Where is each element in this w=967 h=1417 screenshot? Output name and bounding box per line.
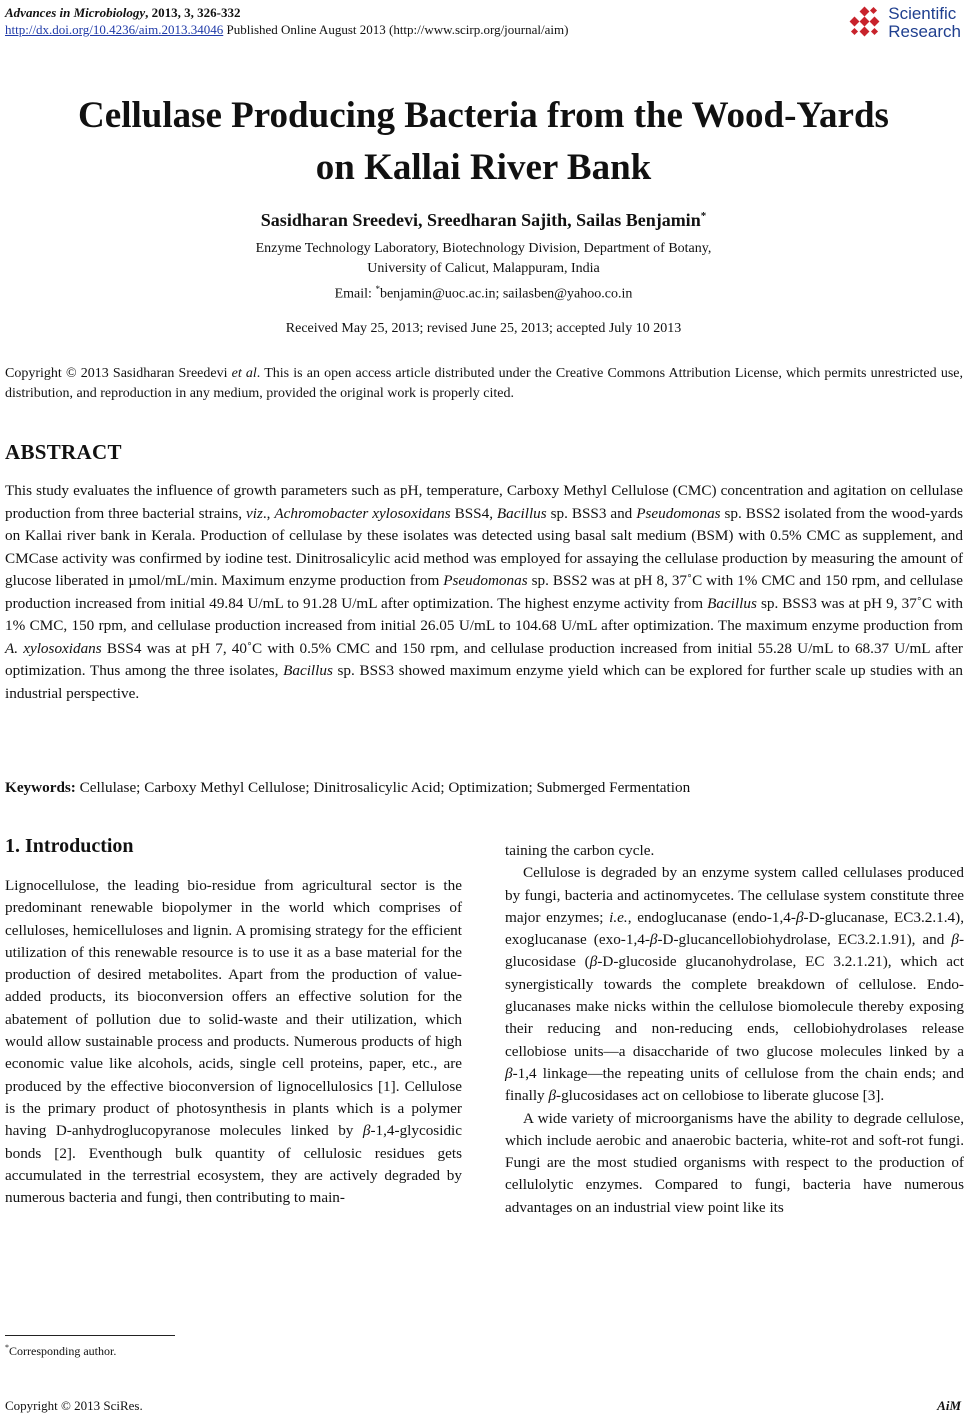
keywords [5, 779, 963, 797]
p2-e: -glucosidase ( [505, 931, 964, 971]
copyright-notice [5, 364, 963, 404]
abs-s8: Pseudomonas [636, 504, 721, 522]
abs-s14: A. xylosoxidans [5, 639, 102, 657]
email-mark: * [375, 284, 380, 294]
p2-a: Cellulose is degraded by an enzyme system called cellulases produced by fungi, bacteria and actinomycetes. The cellulase system constitute three major enzymes; [505, 864, 964, 926]
email-prefix: Email: [334, 286, 376, 302]
running-header [5, 4, 568, 38]
abs-s10: Pseudomonas [443, 572, 528, 589]
p2-beta4: β [589, 953, 598, 971]
footer-journal-abbrev: AiM [937, 1398, 961, 1413]
logo-line-2: Research [888, 22, 961, 41]
p2-g: -1,4 linkage—the repeating units of cellulose from the chain ends; and finally [505, 1064, 964, 1105]
abs-s5: BSS4, [450, 504, 497, 522]
author-names: Sasidharan Sreedevi, Sreedharan Sajith, Sailas Benjamin [260, 210, 701, 230]
copyright-post: . This is an open access article distributed under the Creative Commons Attribution License, which permits unrestricted use, distribution, and reproduction in any medium, provided the original work is properly cited. [5, 366, 963, 401]
keywords-text: Cellulase; Carboxy Methyl Cellulose; Dinitrosalicylic Acid; Optimization; Submerged Fermentation [75, 779, 691, 796]
doi-link[interactable]: http://dx.doi.org/10.4236/aim.2013.34046 [5, 22, 224, 37]
footnote [5, 1343, 116, 1359]
footnote-rule [5, 1335, 175, 1336]
p2-h: -glucosidases act on cellobiose to liberate glucose [3]. [556, 1087, 885, 1105]
intro-left-column [5, 875, 462, 1209]
intro-paragraph-3: A wide variety of microorganisms have the ability to degrade cellulose, which include aerobic and anaerobic bacteria, white-rot and soft-rot fungi. Fungi are the most studied organisms with respect to the production of cellulolytic enzymes. Compared to fungi, bacteria have numerous advantages on an industrial view point like its [505, 1109, 964, 1216]
p2-beta5: β [505, 1064, 513, 1082]
intro-paragraph-2 [505, 862, 964, 1107]
publisher-logo [847, 3, 961, 43]
doi-line [5, 21, 568, 38]
p2-beta2: β [649, 931, 658, 949]
p2-d: -D-glucancellobiohydrolase, EC3.2.1.91), and [657, 931, 952, 949]
abstract-text [5, 480, 963, 705]
published-note: Published Online August 2013 (http://www.scirp.org/journal/aim) [223, 22, 569, 37]
title-line-1: Cellulase Producing Bacteria from the Wood-Yards [78, 95, 889, 136]
journal-name: Advances in Microbiology [5, 5, 146, 20]
title-line-2: on Kallai River Bank [315, 147, 652, 188]
intro-continuation: taining the carbon cycle. [505, 842, 655, 859]
keywords-label: Keywords: [5, 779, 76, 796]
corresponding-mark: * [700, 210, 707, 222]
email-addresses[interactable]: benjamin@uoc.ac.in; sailasben@yahoo.co.in [379, 286, 633, 302]
affiliation-line-2: University of Calicut, Malappuram, India [367, 261, 600, 276]
p2-ie: i.e. [609, 908, 628, 926]
abs-s4: Achromobacter xylosoxidans [274, 504, 451, 522]
copyright-etal: et al [231, 366, 257, 381]
abs-s6: Bacillus [496, 504, 547, 522]
logo-line-1: Scientific [888, 4, 957, 23]
abs-s16: Bacillus [283, 662, 333, 679]
intro-p1-a: Lignocellulose, the leading bio-residue from agricultural sector is the predominant renewable biopolymer in the world which comprises of celluloses, hemicelluloses and lignin. A promising strategy for the efficient utilization of this renewable resource is to use it as a base material for the production of desired metabolites. Apart from the production of value-added products, its bioconversion offers an effective solution for the abatement of pollution due to solid-waste and their utilization, which would allow sustainable process and products. Numerous products of high economic value like alcohols, acids, single cell proteins, paper, etc., are produced by the effective bioconversion of lignocellulosics [1]. Cellulose is the primary product of photosynthesis in plants which is a polymer having D-anhydroglucopyranose molecules linked by [5, 877, 462, 1140]
abs-s1: This study evaluates the influence of growth parameters such as pH, temperature, Carboxy Methyl Cellulose (CMC) concentration and agitation on cellulase production from three bacterial strains, [5, 482, 963, 522]
p2-beta3: β [951, 931, 959, 949]
article-title [0, 90, 967, 194]
intro-p1-beta: β [362, 1122, 371, 1140]
abs-s2: viz [245, 504, 263, 522]
copyright-pre: Copyright © 2013 Sasidharan Sreedevi [5, 366, 232, 381]
email-line [0, 279, 967, 305]
p2-beta6: β [548, 1087, 557, 1105]
abs-s9: sp. BSS2 isolated from the wood-yards on Kallai river bank in Kerala. Production of cellulase by these isolates was detected using basal salt medium (BSM) with 0.5% CMC as supplement, and CMCase activity was confirmed by iodine test. Dinitrosalicylic acid method was employed for assaying the cellulase production by measuring the amount of glucose liberated in µmol/mL/min. Maximum enzyme production from [5, 504, 964, 589]
p2-b: , endoglucanase (endo-1,4- [627, 908, 796, 926]
abs-s11: sp. BSS2 was at pH 8, 37˚C with 1% CMC and 150 rpm, and cellulase production increased from initial 49.84 U/mL to 91.28 U/mL after optimization. The highest enzyme activity from [5, 572, 963, 612]
p2-c: -D-glucanase, EC3.2.1.4), exoglucanase (exo-1,4- [505, 908, 965, 949]
logo-wordmark [888, 5, 961, 41]
affiliation-line-1: Enzyme Technology Laboratory, Biotechnology Division, Department of Botany, [255, 241, 712, 256]
intro-right-column [505, 840, 964, 1219]
abs-s13: sp. BSS3 was at pH 9, 37˚C with 1% CMC, 150 rpm, and cellulase production increased from initial 26.05 U/mL to 104.68 U/mL after optimization. The maximum enzyme production from [5, 594, 964, 634]
abs-s3: ., [262, 504, 275, 522]
footnote-mark: * [5, 1343, 9, 1352]
abs-s12: Bacillus [707, 594, 757, 612]
abs-s17: sp. BSS3 showed maximum enzyme yield which can be explored for further scale up studies with an industrial perspective. [5, 662, 963, 702]
abs-s7: sp. BSS3 and [546, 504, 637, 522]
intro-paragraph-1 [5, 875, 462, 1209]
author-list [0, 210, 967, 231]
scirp-logo-icon [847, 4, 885, 42]
abs-s15: BSS4 was at pH 7, 40˚C with 0.5% CMC and 150 rpm, and cellulase production increased from initial 55.28 U/mL to 68.37 U/mL after optimization. Thus among the three isolates, [5, 639, 963, 679]
p2-f: -D-glucoside glucanohydrolase, EC 3.2.1.21), which act synergistically towards the complete breakdown of cellulose. Endo-glucanases make nicks within the cellulose biomolecule thereby exposing their reducing and non-reducing ends, cellobiohydrolases release cellobiose units—a disaccharide of two glucose molecules linked by a [505, 953, 964, 1060]
intro-heading: 1. Introduction [5, 835, 134, 857]
footnote-text: Corresponding author. [9, 1344, 117, 1358]
intro-p1-b: -1,4-glycosidic bonds [2]. Eventhough bulk quantity of cellulosic residues gets accumulated in the terrestrial ecosystem, they are actively degraded by numerous bacteria and fungi, then contributing to main- [5, 1122, 462, 1207]
p2-beta1: β [795, 908, 804, 926]
journal-volume: , 2013, 3, 326-332 [145, 5, 241, 20]
abstract-heading: ABSTRACT [5, 440, 122, 464]
footer-copyright: Copyright © 2013 SciRes. [5, 1398, 143, 1413]
journal-citation [5, 4, 568, 21]
received-dates: Received May 25, 2013; revised June 25, 2013; accepted July 10 2013 [285, 321, 682, 336]
affiliation [0, 239, 967, 305]
